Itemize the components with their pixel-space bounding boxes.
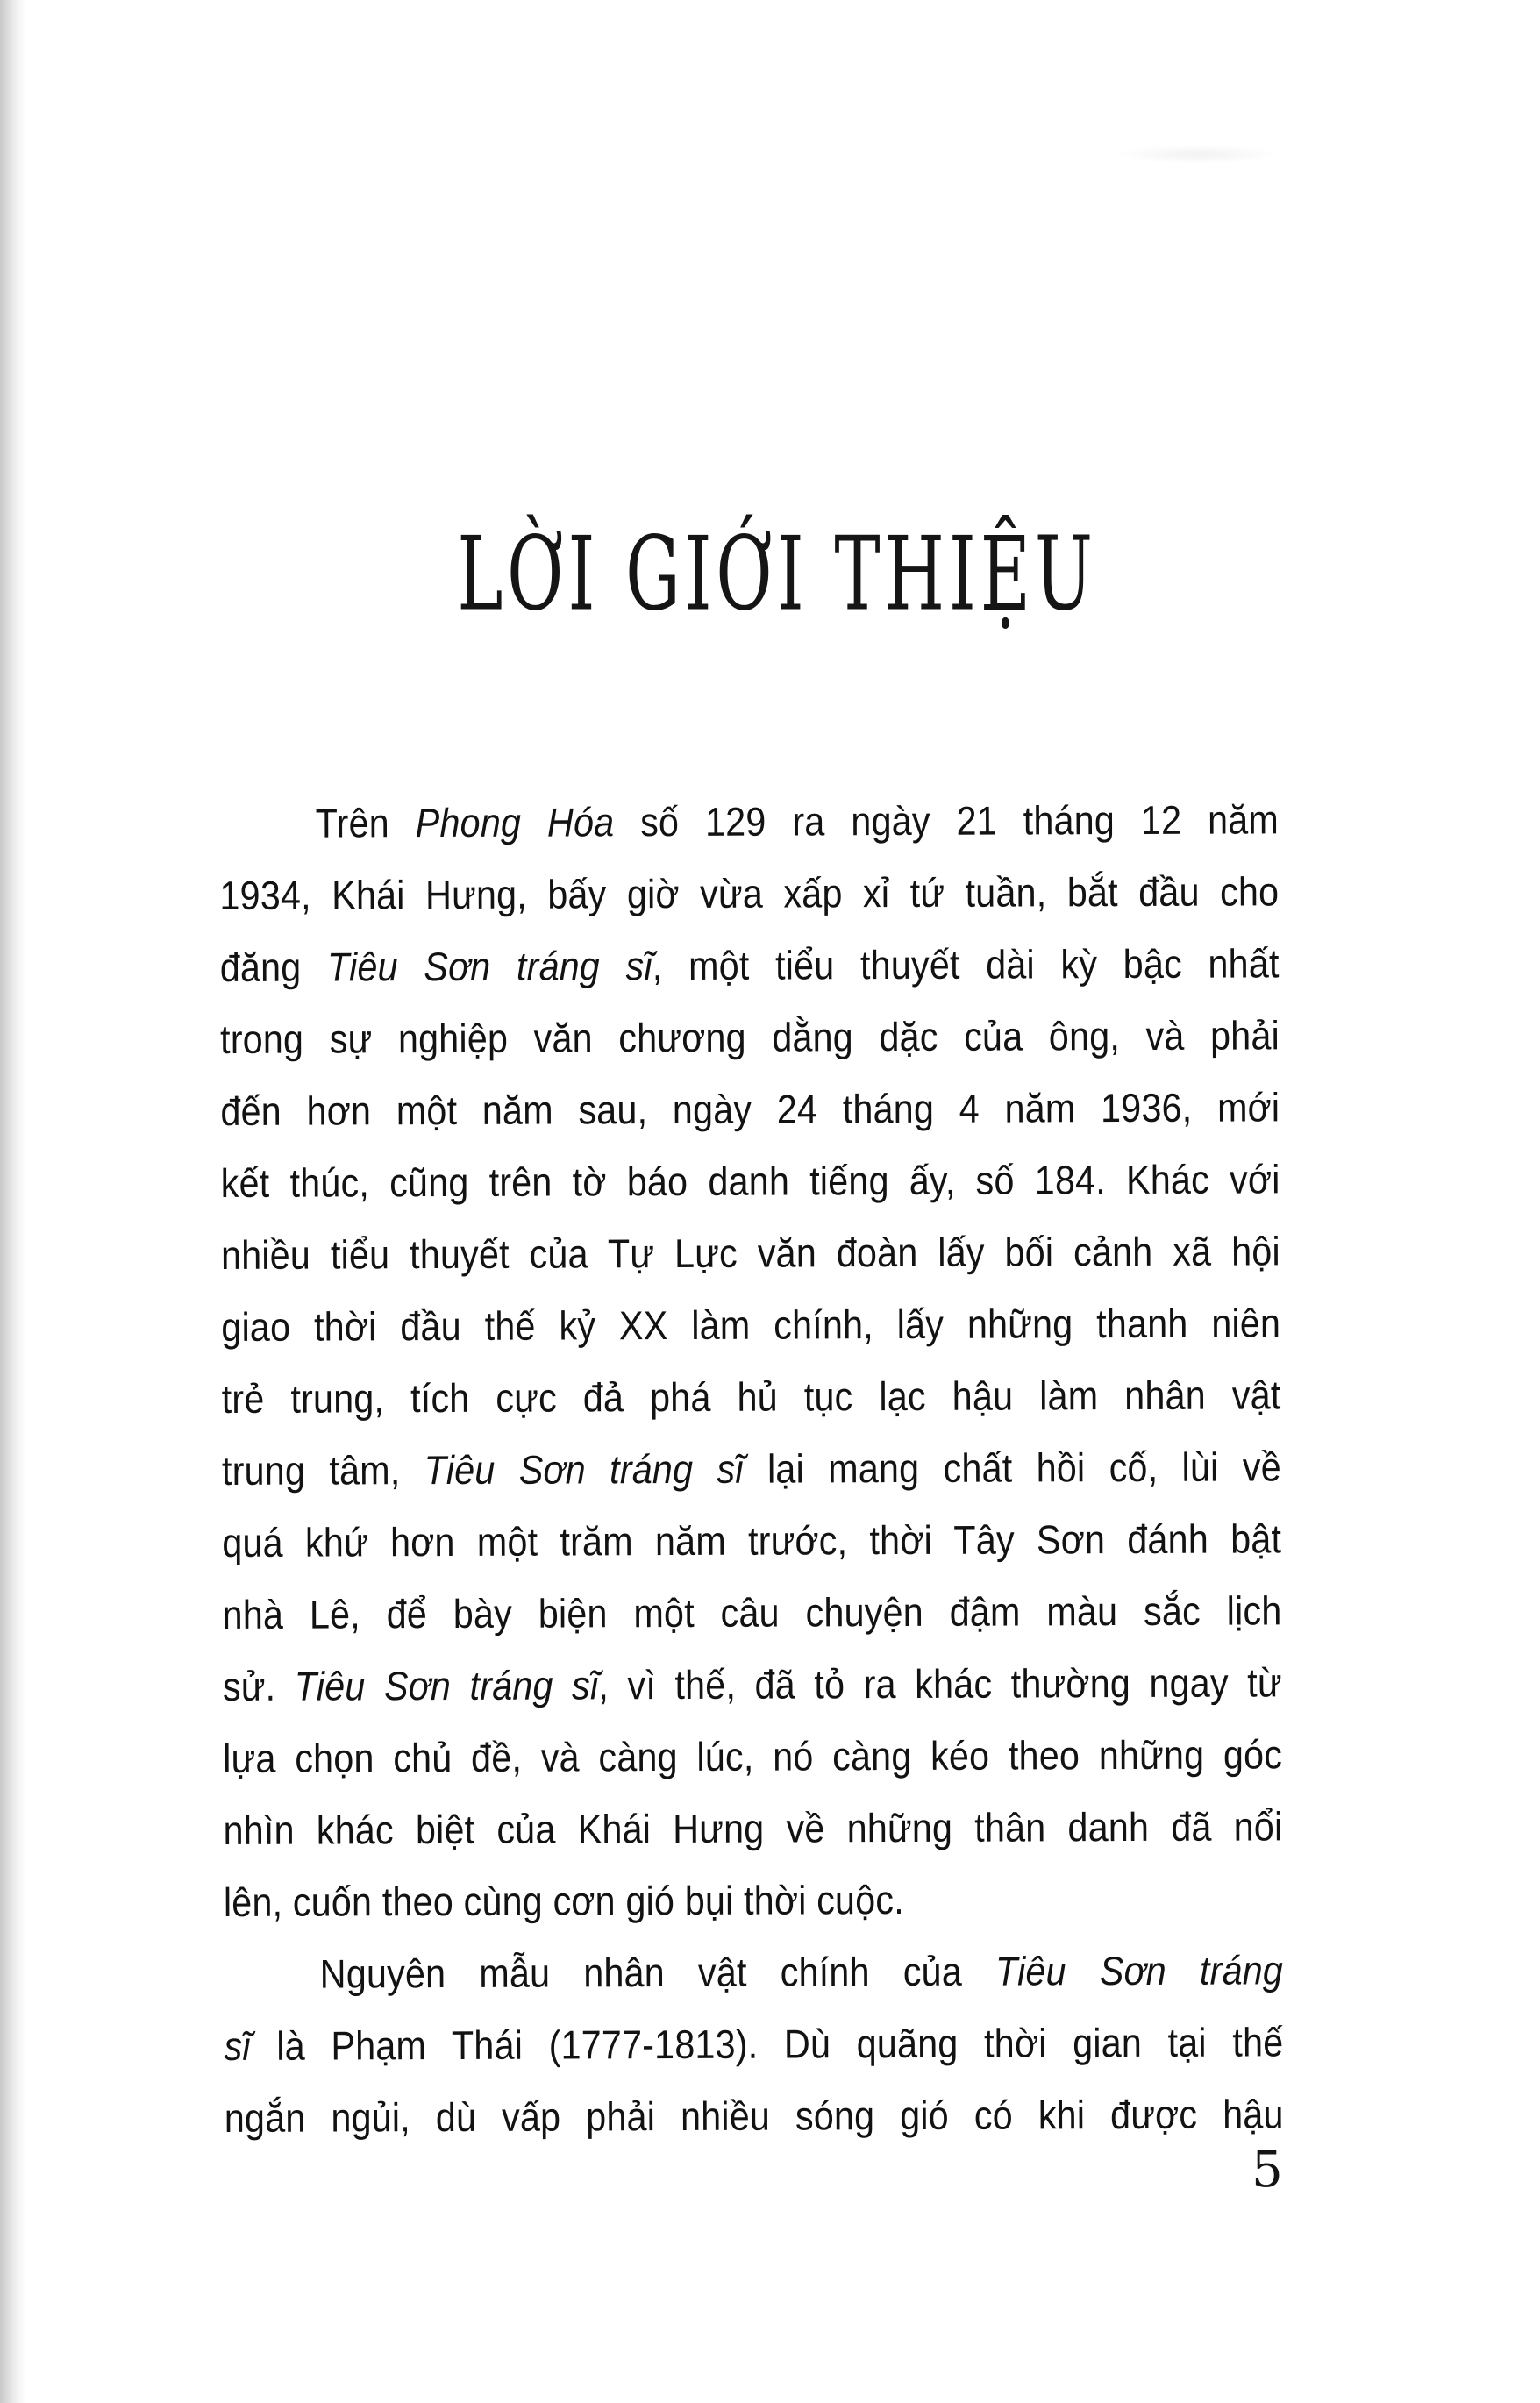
text-segment: 1934, Khái Hưng, bấy giờ vừa xấp xỉ tứ tuần, bắt đầu cho — [219, 868, 1280, 918]
text-line — [221, 1143, 1280, 1219]
text-line — [222, 1502, 1281, 1579]
text-line — [225, 2078, 1284, 2154]
italic-text-segment: Tiêu Sơn tráng sĩ — [294, 1662, 599, 1709]
text-segment: là Phạm Thái (1777-1813). Dù quãng thời gian tại thế — [250, 2019, 1284, 2069]
text-line — [222, 1430, 1281, 1507]
text-line — [223, 1646, 1282, 1722]
text-segment: lên, cuốn theo cùng cơn gió bụi thời cuộc. — [223, 1877, 904, 1925]
text-segment: giao thời đầu thế kỷ XX làm chính, lấy những thanh niên — [221, 1300, 1281, 1350]
text-segment: đăng — [219, 944, 328, 990]
text-segment: lựa chọn chủ đề, và càng lúc, nó càng kéo theo những góc — [223, 1731, 1283, 1781]
page-title-text: LỜI GIỚI THIỆU — [457, 515, 1097, 634]
text-line — [220, 999, 1280, 1075]
page-number: 5 — [1251, 2142, 1283, 2199]
text-segment: quá khứ hơn một trăm năm trước, thời Tây Sơn đánh bật — [222, 1515, 1282, 1565]
text-segment: , vì thế, đã tỏ ra khác thường ngay từ — [598, 1659, 1282, 1708]
italic-text-segment: sĩ — [224, 2022, 251, 2069]
text-line — [219, 855, 1279, 931]
text-line — [219, 783, 1279, 859]
text-segment: , một tiểu thuyết dài kỳ bậc nhất — [652, 940, 1280, 989]
text-line — [221, 1287, 1280, 1363]
text-segment: số 129 ra ngày 21 tháng 12 năm — [614, 796, 1280, 845]
text-segment: Nguyên mẫu nhân vật chính của — [319, 1948, 996, 1997]
text-line — [223, 1718, 1282, 1794]
italic-text-segment: Tiêu Sơn tráng sĩ — [424, 1445, 744, 1494]
italic-text-segment: Tiêu Sơn tráng sĩ — [326, 943, 652, 990]
scan-edge-shadow — [0, 0, 26, 2403]
text-segment: đến hơn một năm sau, ngày 24 tháng 4 năm 1936, mới — [220, 1084, 1280, 1134]
text-segment: lại mang chất hồi cố, lùi về — [743, 1444, 1281, 1492]
text-segment: nhà Lê, để bày biện một câu chuyện đậm màu sắc lịch — [222, 1587, 1282, 1637]
italic-text-segment: Tiêu Sơn tráng — [995, 1947, 1284, 1994]
scan-smudge — [1114, 145, 1280, 164]
text-segment: nhìn khác biệt của Khái Hưng về những thân danh đã nổi — [223, 1803, 1283, 1853]
text-line — [223, 1790, 1282, 1866]
text-line — [220, 1071, 1280, 1147]
page-title — [219, 509, 1279, 640]
text-segment: sử. — [222, 1663, 295, 1709]
text-line — [224, 2006, 1283, 2082]
text-line — [222, 1574, 1281, 1651]
text-line — [220, 927, 1280, 1003]
body-text — [219, 783, 1284, 2154]
text-segment: Trên — [315, 800, 416, 846]
italic-text-segment: Phong Hóa — [415, 799, 615, 846]
text-segment: trẻ trung, tích cực đả phá hủ tục lạc hậu làm nhân vật — [221, 1372, 1281, 1422]
text-line — [224, 1934, 1283, 2010]
text-segment: ngắn ngủi, dù vấp phải nhiều sóng gió có khi được hậu — [224, 2091, 1284, 2141]
text-line — [222, 1358, 1281, 1435]
text-segment: kết thúc, cũng trên tờ báo danh tiếng ấy, số 184. Khác với — [220, 1156, 1280, 1206]
text-segment: trong sự nghiệp văn chương dằng dặc của ông, và phải — [220, 1012, 1280, 1062]
text-line — [224, 1862, 1283, 1938]
text-segment: nhiều tiểu thuyết của Tự Lực văn đoàn lấy bối cảnh xã hội — [220, 1228, 1280, 1278]
text-line — [221, 1215, 1280, 1291]
text-segment: trung tâm, — [221, 1447, 424, 1494]
